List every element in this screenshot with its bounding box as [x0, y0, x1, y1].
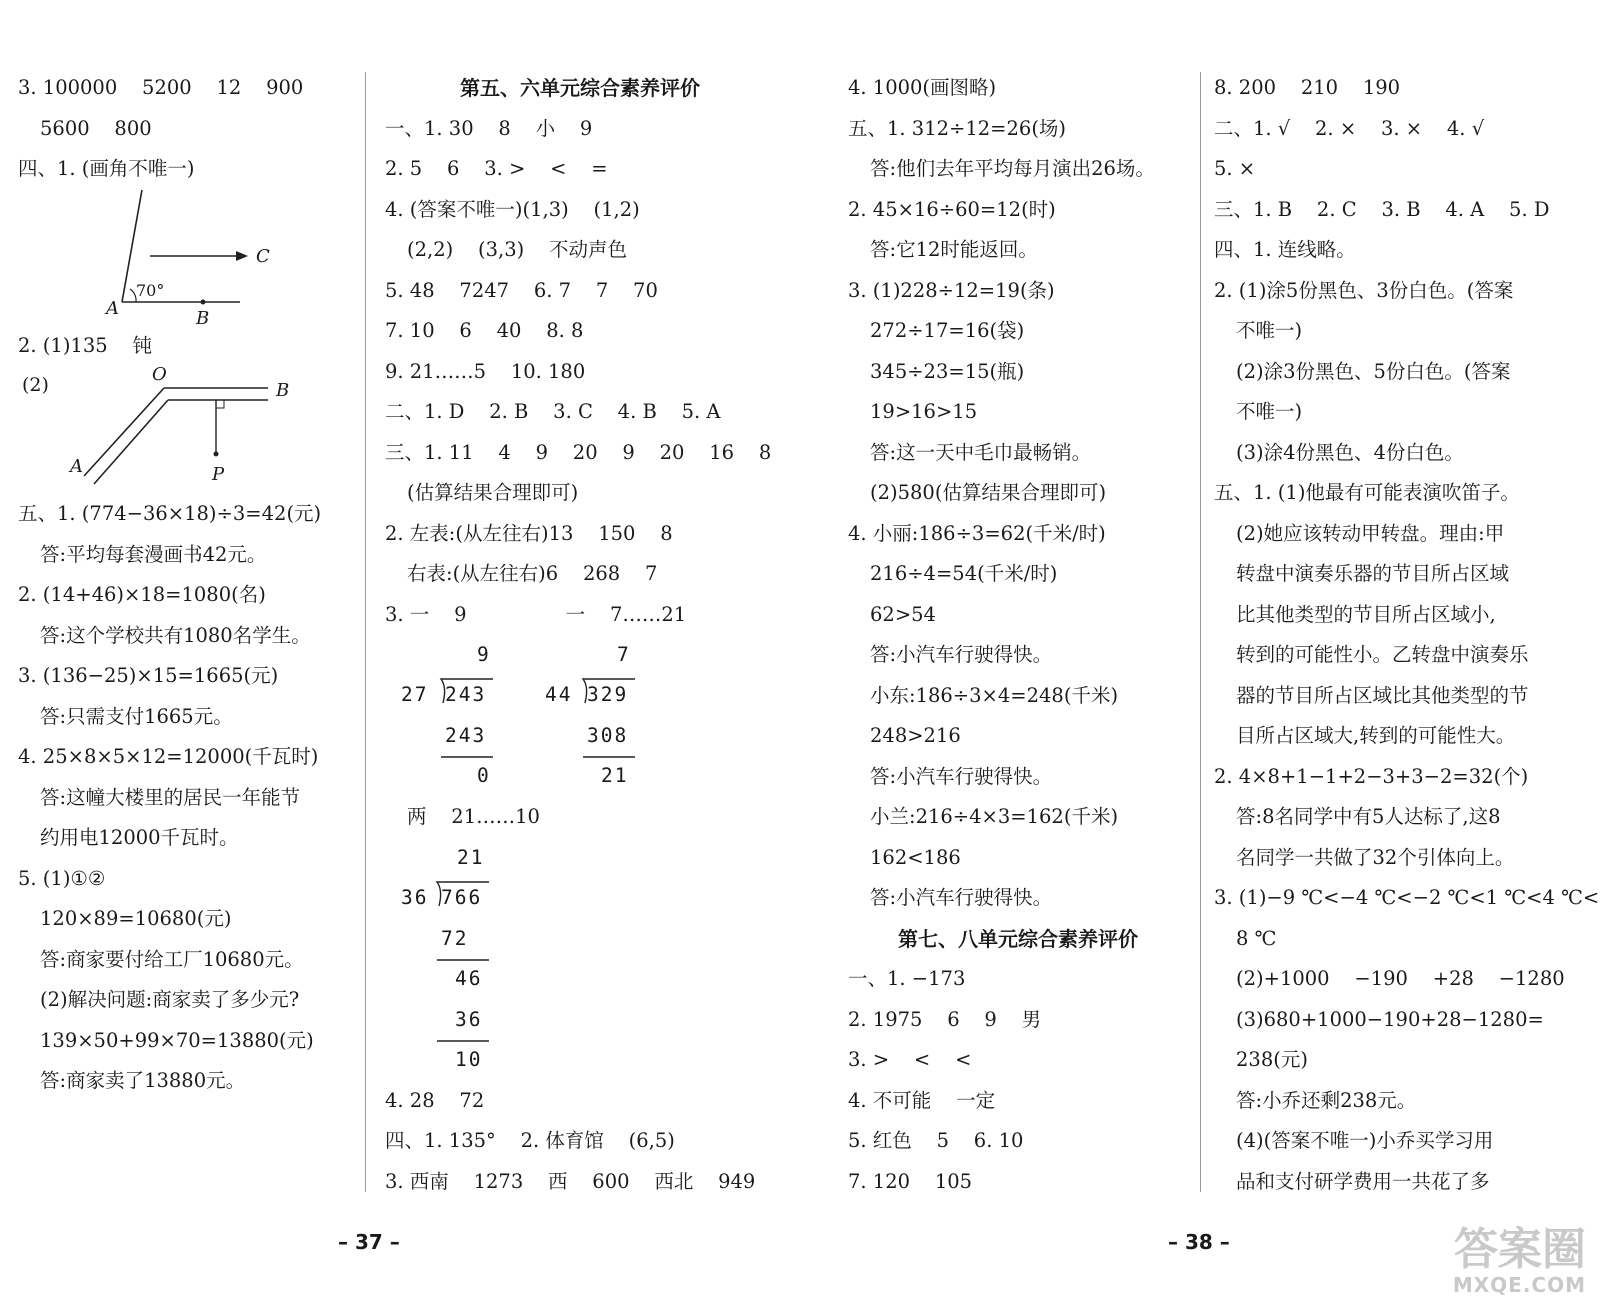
answer-line: 答:这一天中毛巾最畅销。 — [870, 440, 1092, 464]
division-brackets — [385, 838, 775, 1081]
division-dividend: 766 — [441, 885, 483, 909]
answer-line: 五、1. (1)他最有可能表演吹笛子。 — [1214, 481, 1520, 504]
answer-line: 五、1. (774−36×18)÷3=42(元) — [18, 502, 322, 525]
answer-line: 9. 21……5 10. 180 — [385, 359, 586, 383]
answer-line: 3. (136−25)×15=1665(元) — [18, 664, 279, 687]
answer-line: (2)580(估算结果合理即可) — [870, 481, 1107, 504]
point-label-p: P — [212, 464, 225, 485]
answer-line: 器的节目所占区域比其他类型的节 — [1236, 683, 1529, 707]
watermark-text: 答案圈 — [1454, 1224, 1586, 1275]
answer-line: (4)(答案不唯一)小乔买学习用 — [1236, 1129, 1494, 1152]
answer-line: (3)680+1000−190+28−1280= — [1236, 1007, 1544, 1031]
answer-line: 4. 28 72 — [385, 1088, 485, 1112]
division-remainder: 10 — [455, 1047, 483, 1071]
answer-line: 约用电12000千瓦时。 — [40, 826, 239, 849]
division-product: 72 — [441, 926, 469, 950]
column-4 — [1214, 68, 1600, 1202]
point-label-b: B — [196, 307, 210, 329]
division-product: 308 — [587, 724, 629, 747]
answer-line: 3. (1)−9 ℃<−4 ℃<−2 ℃<1 ℃<4 ℃< — [1214, 886, 1600, 909]
answer-line: 一、1. −173 — [848, 967, 966, 990]
answer-line: 272÷17=16(袋) — [870, 319, 1025, 342]
answer-line: 139×50+99×70=13880(元) — [40, 1028, 314, 1052]
answer-line: 238(元) — [1236, 1048, 1308, 1071]
answer-line: 248>216 — [870, 724, 961, 747]
answer-line: (2)涂3份黑色、5份白色。(答案 — [1236, 359, 1511, 383]
division-dividend: 243 — [445, 683, 487, 706]
answer-line: 答:8名同学中有5人达标了,这8 — [1236, 805, 1501, 828]
answer-line: 答:这幢大楼里的居民一年能节 — [40, 785, 301, 809]
answer-line: 答:只需支付1665元。 — [40, 704, 233, 728]
answer-line: 答:它12时能返回。 — [870, 238, 1038, 261]
page-number-right: – 38 – — [1168, 1230, 1230, 1254]
answer-line: 2. (14+46)×18=1080(名) — [18, 583, 266, 606]
division-remainder: 21 — [601, 764, 629, 787]
answer-line: 216÷4=54(千米/时) — [870, 562, 1058, 585]
answer-line: (2)解决问题:商家卖了多少元? — [40, 988, 300, 1011]
answer-line: 答:小汽车行驶得快。 — [870, 643, 1053, 666]
answer-line: 2. 左表:(从左往右)13 150 8 — [385, 521, 673, 545]
answer-line: 2. 4×8+1−1+2−3+3−2=32(个) — [1214, 764, 1529, 788]
point-label-a: A — [106, 297, 119, 319]
long-division-pair — [385, 635, 775, 797]
answer-line: 答:他们去年平均每月演出26场。 — [870, 157, 1155, 180]
obtuse-angle-drawing — [18, 366, 318, 494]
answer-line: 4. 不可能 一定 — [848, 1088, 996, 1112]
answer-line: (3)涂4份黑色、4份白色。 — [1236, 440, 1464, 464]
angle-drawing — [18, 190, 318, 322]
answer-line: 3. > < < — [848, 1048, 972, 1071]
answer-line: 二、1. D 2. B 3. C 4. B 5. A — [385, 400, 721, 423]
division-brackets — [385, 635, 775, 797]
answer-line: 5. 48 7247 6. 7 7 70 — [385, 278, 658, 302]
answer-line: 7. 120 105 — [848, 1169, 973, 1193]
long-division-766 — [385, 838, 775, 1081]
point-label-b: B — [276, 380, 290, 401]
answer-line: 3. 100000 5200 12 900 — [18, 76, 304, 99]
division-quotient: 7 — [617, 643, 631, 666]
angle-figure-70 — [18, 190, 348, 329]
answer-line: 5. 红色 5 6. 10 — [848, 1129, 1024, 1152]
point-label-o: O — [152, 364, 167, 385]
division-product: 36 — [455, 1007, 483, 1031]
answer-line: 目所占区域大,转到的可能性大。 — [1236, 724, 1516, 747]
answer-line: 3. 一 9 一 7……21 — [385, 602, 687, 626]
answer-line: 二、1. √ 2. × 3. × 4. √ — [1214, 116, 1485, 140]
answer-line: 转盘中演奏乐器的节目所占区域 — [1236, 562, 1510, 585]
answer-line: 右表:(从左往右)6 268 7 — [407, 562, 658, 585]
section-title: 第七、八单元综合素养评价 — [898, 926, 1138, 951]
section-title: 第五、六单元综合素养评价 — [460, 76, 700, 100]
answer-line: 三、1. B 2. C 3. B 4. A 5. D — [1214, 197, 1550, 221]
column-divider — [365, 72, 366, 1192]
answer-line: 4. (答案不唯一)(1,3) (1,2) — [385, 197, 640, 221]
answer-line: 2. 1975 6 9 男 — [848, 1007, 1042, 1031]
answer-line: 答:平均每套漫画书42元。 — [40, 542, 267, 566]
answer-line: (2,2) (3,3) 不动声色 — [407, 238, 628, 261]
answer-line: 五、1. 312÷12=26(场) — [848, 116, 1067, 140]
answer-line: 8 ℃ — [1236, 926, 1277, 950]
answer-line: 2. 5 6 3. > < = — [385, 157, 608, 180]
answer-line: 19>16>15 — [870, 400, 978, 423]
answer-line: 品和支付研学费用一共花了多 — [1236, 1169, 1490, 1193]
division-remainder: 46 — [455, 966, 483, 990]
division-divisor: 44 — [545, 683, 573, 706]
answer-line: 3. 西南 1273 西 600 西北 949 — [385, 1169, 756, 1193]
division-quotient: 21 — [457, 845, 485, 869]
answer-line: 答:小汽车行驶得快。 — [870, 886, 1053, 909]
division-remainder: 0 — [477, 764, 491, 787]
answer-line: 7. 10 6 40 8. 8 — [385, 319, 584, 342]
column-3 — [848, 68, 1188, 1202]
answer-line: 4. 1000(画图略) — [848, 76, 997, 99]
answer-line: 120×89=10680(元) — [40, 907, 232, 930]
answer-line: (2)+1000 −190 +28 −1280 — [1236, 967, 1565, 990]
watermark-url: MXQE.COM — [1452, 1273, 1586, 1297]
answer-line: 答:这个学校共有1080名学生。 — [40, 623, 311, 647]
answer-line: 两 21……10 — [407, 805, 540, 828]
answer-line: 一、1. 30 8 小 9 — [385, 116, 593, 140]
answer-line: (估算结果合理即可) — [407, 481, 579, 504]
answer-line: 四、1. (画角不唯一) — [18, 157, 195, 180]
answer-line: 4. 25×8×5×12=12000(千瓦时) — [18, 745, 319, 768]
answer-line: 62>54 — [870, 602, 936, 626]
column-divider — [1200, 72, 1201, 1192]
division-divisor: 36 — [401, 885, 429, 909]
angle-label: 70° — [136, 280, 165, 300]
answer-line: 四、1. 连线略。 — [1214, 238, 1356, 261]
answer-line: 名同学一共做了32个引体向上。 — [1236, 845, 1515, 869]
division-divisor: 27 — [401, 683, 429, 706]
answer-line: 8. 200 210 190 — [1214, 76, 1401, 99]
answer-line: 三、1. 11 4 9 20 9 20 16 8 — [385, 440, 772, 464]
answer-line: 4. 小丽:186÷3=62(千米/时) — [848, 521, 1106, 545]
answer-line: 答:小汽车行驶得快。 — [870, 764, 1053, 788]
answer-line: 5. × — [1214, 157, 1256, 180]
answer-line: 答:商家要付给工厂10680元。 — [40, 947, 304, 971]
column-1 — [18, 68, 348, 1102]
column-2 — [385, 68, 775, 1202]
page-number-left: – 37 – — [338, 1230, 400, 1254]
answer-line: 3. (1)228÷12=19(条) — [848, 278, 1055, 302]
answer-line: 162<186 — [870, 845, 961, 869]
division-quotient: 9 — [477, 643, 491, 666]
answer-line: 2. 45×16÷60=12(时) — [848, 197, 1056, 221]
answer-line: 2. (1)涂5份黑色、3份白色。(答案 — [1214, 278, 1514, 302]
answer-line: 答:小乔还剩238元。 — [1236, 1088, 1417, 1112]
answer-line: 5600 800 — [40, 116, 152, 140]
division-product: 243 — [445, 724, 487, 747]
answer-line: 不唯一) — [1236, 400, 1303, 423]
answer-line: 5. (1)①② — [18, 866, 106, 890]
answer-line: 345÷23=15(瓶) — [870, 359, 1025, 383]
answer-line: 比其他类型的节目所占区域小, — [1236, 602, 1496, 626]
sub-question-label: (2) — [22, 374, 49, 396]
answer-line: 转到的可能性小。乙转盘中演奏乐 — [1236, 643, 1529, 666]
answer-line: 四、1. 135° 2. 体育馆 (6,5) — [385, 1129, 675, 1152]
division-dividend: 329 — [587, 683, 629, 706]
angle-figure-135 — [18, 366, 348, 494]
point-label-a: A — [70, 456, 83, 477]
watermark-logo — [1452, 1224, 1586, 1297]
point-label-c: C — [256, 245, 270, 267]
answer-line: 答:商家卖了13880元。 — [40, 1069, 246, 1092]
answer-line: 小东:186÷3×4=248(千米) — [870, 683, 1119, 707]
answer-line: (2)她应该转动甲转盘。理由:甲 — [1236, 521, 1505, 545]
answer-line: 2. (1)135 钝 — [18, 333, 152, 357]
answer-line: 小兰:216÷4×3=162(千米) — [870, 805, 1119, 828]
answer-line: 不唯一) — [1236, 319, 1303, 342]
